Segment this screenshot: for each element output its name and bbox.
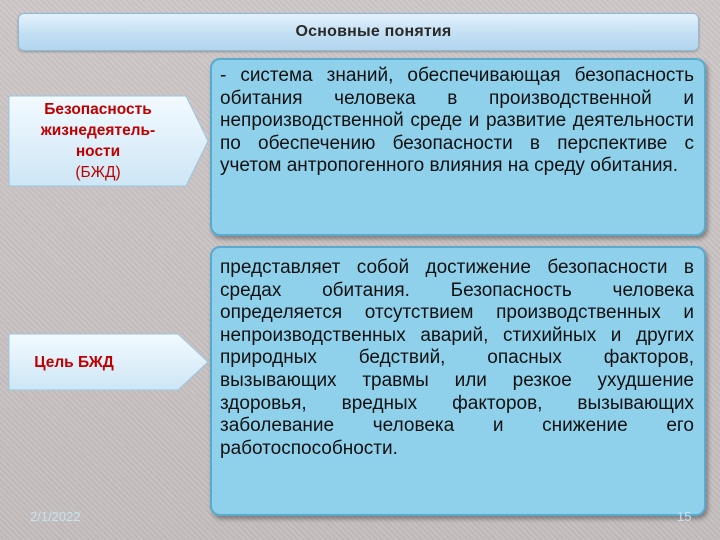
term-label-bold: Безопасность жизнедеятель-ности: [40, 101, 156, 160]
definition-text-goal: представляет собой достижение безопасности в средах обитания. Безопасность человека определяется отсутствием производственных и непроизводственных аварий, стихийных и других природных бедствий, опасных факторов, вызывающих травмы или резкое ухудшение здоровья, вредных факторов, вызывающих заболевание человека и снижение его работоспособности.: [220, 257, 694, 459]
slide-title: Основные понятия: [295, 23, 452, 40]
term-arrow-bjd: [8, 95, 210, 187]
definition-box-bjd: [210, 58, 706, 236]
footer-page-number: 15: [677, 509, 692, 524]
term-label-paren: (БЖД): [75, 164, 121, 181]
definition-text-bjd: - система знаний, обеспечивающая безопасность обитания человека в производственной и непроизводственной среде и развитие деятельности по обеспечению безопасности в перспективе с учетом антропогенного влияния на среду обитания.: [220, 65, 694, 177]
term-label-goal: Цель БЖД: [34, 353, 114, 371]
footer-date: 2/1/2022: [30, 509, 81, 524]
term-arrow-goal: [8, 333, 210, 391]
definition-box-goal: [210, 246, 706, 516]
title-bar: [18, 13, 699, 51]
term-label-bjd: [8, 99, 210, 183]
